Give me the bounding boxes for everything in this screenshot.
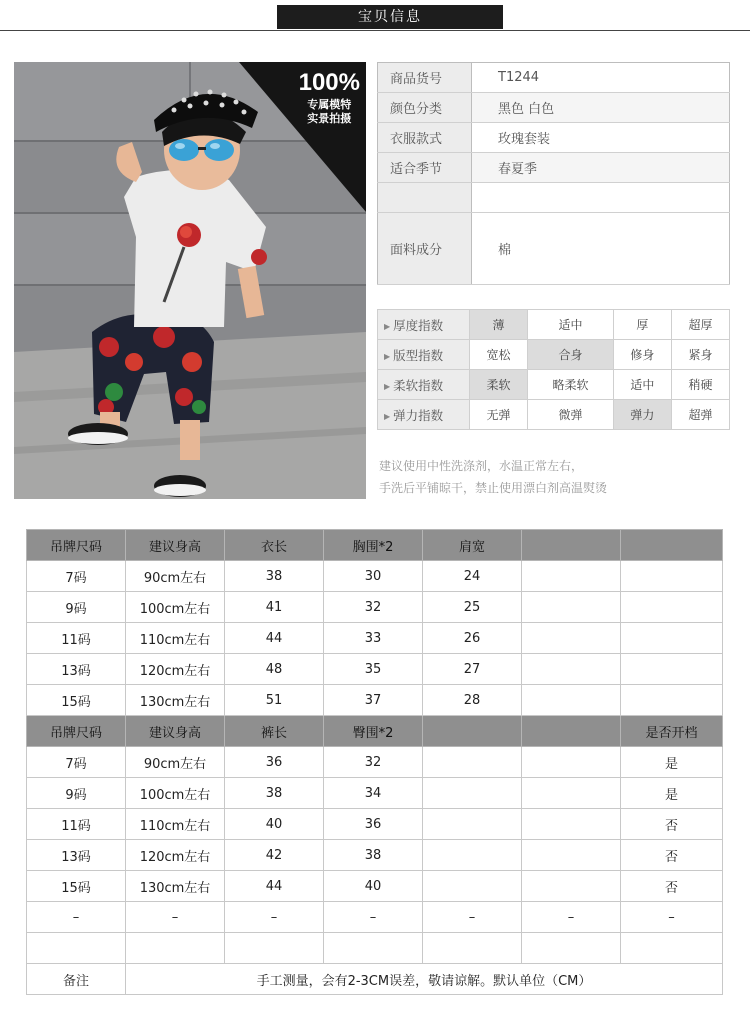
size-header-row [27,716,723,747]
info-label: 面料成分 [378,213,472,285]
product-info-table [377,62,730,285]
index-row-fit [378,340,730,370]
remark-text: 手工测量，会有2-3CM误差，敬请谅解。默认单位（CM） [126,964,723,995]
size-cell [621,592,723,623]
size-cell [522,933,621,964]
size-header-cell: 臀围*2 [324,716,423,747]
badge-percent: 100% [298,69,360,96]
size-row [27,840,723,871]
info-value: 棉 [472,213,730,285]
size-row [27,902,723,933]
size-cell: 35 [324,654,423,685]
size-cell: 42 [225,840,324,871]
size-cell [522,747,621,778]
index-option: 适中 [528,310,614,340]
size-cell: – [27,902,126,933]
info-row [378,123,730,153]
size-cell: 7码 [27,747,126,778]
size-cell: 7码 [27,561,126,592]
size-cell: 44 [225,871,324,902]
size-cell [423,871,522,902]
size-cell [522,685,621,716]
index-option: 略柔软 [528,370,614,400]
arrow-right-icon: ▶ [384,411,391,421]
index-option: 宽松 [470,340,528,370]
size-row [27,809,723,840]
size-cell [522,623,621,654]
size-cell: 120cm左右 [126,654,225,685]
size-cell: 38 [225,778,324,809]
size-cell: 25 [423,592,522,623]
size-cell: 15码 [27,685,126,716]
index-option: 柔软 [470,370,528,400]
arrow-right-icon: ▶ [384,351,391,361]
index-label-text: 厚度指数 [393,317,444,333]
info-row [378,63,730,93]
size-cell [522,809,621,840]
size-cell: – [324,902,423,933]
size-cell [621,623,723,654]
index-option: 合身 [528,340,614,370]
size-header-cell: 胸围*2 [324,530,423,561]
info-label: 适合季节 [378,153,472,183]
info-value: 黑色 白色 [472,93,730,123]
index-label [378,400,470,430]
size-cell: 11码 [27,809,126,840]
index-label [378,310,470,340]
size-header-cell: 衣长 [225,530,324,561]
size-cell: 13码 [27,840,126,871]
index-label [378,370,470,400]
care-line-2: 手洗后平铺晾干，禁止使用漂白剂高温熨烫 [379,481,608,495]
size-header-cell [522,716,621,747]
size-cell: 32 [324,747,423,778]
index-option: 稍硬 [671,370,729,400]
size-cell: 36 [324,809,423,840]
badge-line-1: 专属模特 [307,98,352,111]
size-cell: 32 [324,592,423,623]
size-cell: 44 [225,623,324,654]
size-cell: 36 [225,747,324,778]
size-cell: 是 [621,778,723,809]
size-cell: 90cm左右 [126,561,225,592]
size-header-cell: 建议身高 [126,716,225,747]
size-cell: 48 [225,654,324,685]
size-cell: – [621,902,723,933]
remark-row [27,964,723,995]
size-cell [225,933,324,964]
info-value [472,183,730,213]
size-cell: 130cm左右 [126,871,225,902]
size-cell: 26 [423,623,522,654]
size-cell [126,933,225,964]
index-option: 超弹 [671,400,729,430]
size-header-cell: 是否开档 [621,716,723,747]
size-cell: – [423,902,522,933]
size-cell [621,654,723,685]
size-cell [522,871,621,902]
size-row [27,747,723,778]
size-cell: 否 [621,840,723,871]
size-cell: – [225,902,324,933]
size-cell [324,933,423,964]
size-cell: 9码 [27,778,126,809]
arrow-right-icon: ▶ [384,381,391,391]
size-cell: 28 [423,685,522,716]
size-cell: 130cm左右 [126,685,225,716]
index-row-softness [378,370,730,400]
size-cell: 37 [324,685,423,716]
size-cell [423,778,522,809]
size-cell: 100cm左右 [126,592,225,623]
info-row [378,153,730,183]
size-header-cell: 吊牌尺码 [27,530,126,561]
index-option: 修身 [613,340,671,370]
size-cell: 100cm左右 [126,778,225,809]
size-cell: 40 [225,809,324,840]
size-header-cell [621,530,723,561]
info-value: 春夏季 [472,153,730,183]
size-cell [423,840,522,871]
info-value: T1244 [472,63,730,93]
size-cell: 34 [324,778,423,809]
index-option: 超厚 [671,310,729,340]
header-divider [0,30,750,31]
size-cell: – [126,902,225,933]
size-cell: 110cm左右 [126,809,225,840]
size-cell: 120cm左右 [126,840,225,871]
size-cell: 15码 [27,871,126,902]
size-header-cell [423,716,522,747]
size-cell [423,933,522,964]
index-option: 无弹 [470,400,528,430]
size-cell: 33 [324,623,423,654]
index-option: 厚 [613,310,671,340]
size-cell: 9码 [27,592,126,623]
badge-line-2: 实景拍摄 [307,111,352,125]
size-row [27,778,723,809]
size-cell: 否 [621,871,723,902]
size-cell [522,778,621,809]
info-row [378,213,730,285]
size-cell: 27 [423,654,522,685]
info-label: 颜色分类 [378,93,472,123]
index-label [378,340,470,370]
index-option: 薄 [470,310,528,340]
size-table [26,529,723,995]
photo-illustration [14,62,366,499]
size-cell [423,747,522,778]
photo-badge [299,68,360,126]
size-header-row [27,530,723,561]
size-header-cell: 吊牌尺码 [27,716,126,747]
size-cell: 是 [621,747,723,778]
info-label: 衣服款式 [378,123,472,153]
size-cell [423,809,522,840]
size-cell: 38 [225,561,324,592]
index-label-text: 柔软指数 [393,377,444,393]
info-label: 商品货号 [378,63,472,93]
index-table [377,309,730,430]
size-cell: 90cm左右 [126,747,225,778]
size-cell [27,933,126,964]
size-cell [522,592,621,623]
index-label-text: 版型指数 [393,347,444,363]
size-cell [621,561,723,592]
remark-label: 备注 [27,964,126,995]
size-cell: 否 [621,809,723,840]
care-instructions [379,455,739,499]
size-row [27,561,723,592]
index-option: 适中 [613,370,671,400]
size-row [27,592,723,623]
index-row-elasticity [378,400,730,430]
size-cell: 11码 [27,623,126,654]
index-option: 弹力 [613,400,671,430]
size-header-cell: 肩宽 [423,530,522,561]
size-cell [621,685,723,716]
size-cell: 13码 [27,654,126,685]
info-value: 玫瑰套装 [472,123,730,153]
index-option: 紧身 [671,340,729,370]
size-row [27,654,723,685]
size-cell: 38 [324,840,423,871]
care-line-1: 建议使用中性洗涤剂，水温正常左右， [379,459,584,473]
size-cell: 24 [423,561,522,592]
index-row-thickness [378,310,730,340]
size-header-cell: 建议身高 [126,530,225,561]
size-cell: 40 [324,871,423,902]
size-cell: 51 [225,685,324,716]
product-photo [14,62,366,499]
size-cell: – [522,902,621,933]
index-option: 微弹 [528,400,614,430]
section-title: 宝贝信息 [277,5,503,29]
index-label-text: 弹力指数 [393,407,444,423]
info-row [378,183,730,213]
size-row [27,623,723,654]
size-cell [522,654,621,685]
size-header-cell [522,530,621,561]
arrow-right-icon: ▶ [384,321,391,331]
info-label [378,183,472,213]
size-header-cell: 裤长 [225,716,324,747]
size-cell [522,561,621,592]
size-cell [522,840,621,871]
size-row [27,871,723,902]
size-row [27,933,723,964]
size-table-body [27,530,723,995]
size-cell [621,933,723,964]
info-row [378,93,730,123]
size-cell: 41 [225,592,324,623]
size-row [27,685,723,716]
size-cell: 110cm左右 [126,623,225,654]
size-cell: 30 [324,561,423,592]
